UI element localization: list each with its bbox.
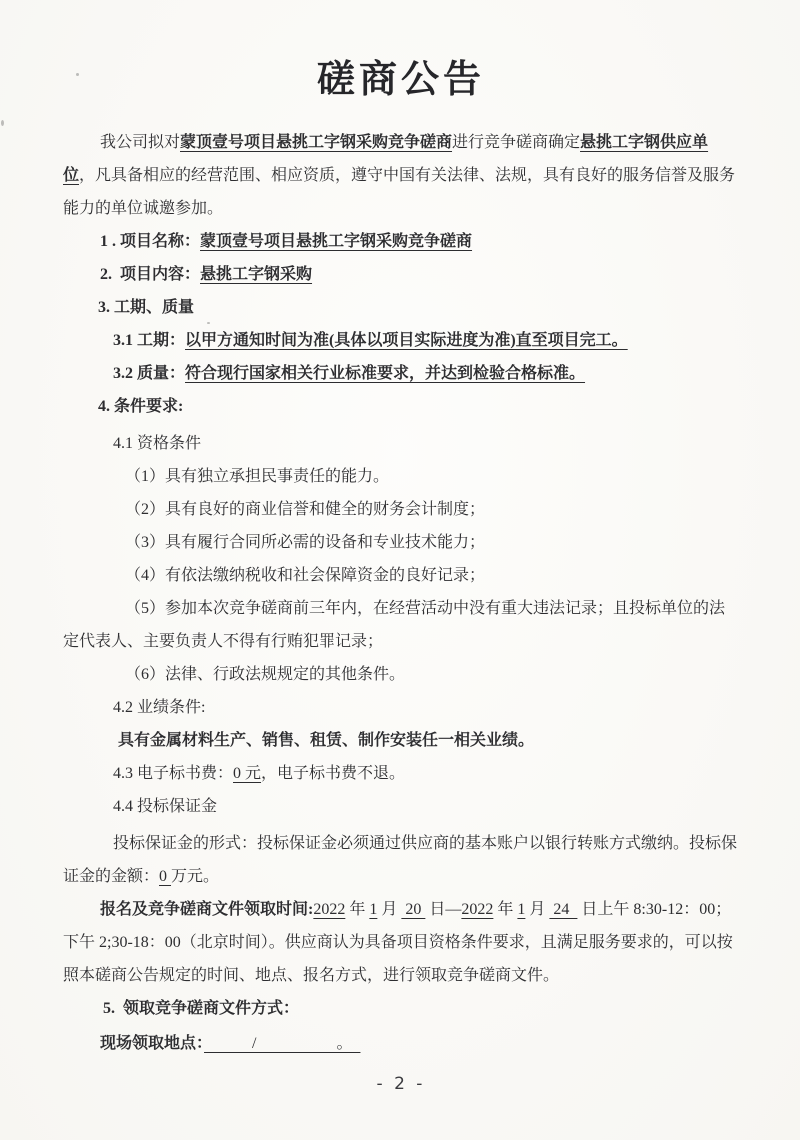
deposit-unit: 万元。 [171,868,220,885]
signup-text-3: 日— [425,901,462,918]
signup-month-1: 1 [369,901,378,918]
bid-fee-rest: ，电子标书费不退。 [261,765,406,782]
signup-day-1: 20 [401,901,426,918]
schedule-label: 3.1 工期： [113,332,186,349]
intro-text-3: ，凡具备相应的经营范围、相应资质，遵守中国有关法律、法规，具有良好的服务信誉及服务能力的单位诚邀参加。 [63,167,736,217]
intro-text-2: 进行竞争磋商确定 [452,134,581,151]
pickup-location-blank: / 。 [204,1035,361,1052]
intro-project-name: 蒙顶壹号项目悬挑工字钢采购竞争磋商 [180,134,453,151]
deposit-amount: 0 [159,868,172,885]
document-body [63,0,739,1101]
pickup-location-label: 现场领取地点： [100,1035,205,1052]
signup-time-label: 报名及竞争磋商文件领取时间: [100,901,314,918]
project-name-item [100,225,739,258]
signup-text-4: 年 [493,901,518,918]
bid-fee-amount: 0 元 [233,765,262,782]
signup-text-5: 月 [525,901,550,918]
qualification-item-6: （6）法律、行政法规规定的其他条件。 [125,666,406,683]
pickup-location-item [100,1027,739,1060]
schedule-value: 以甲方通知时间为准(具体以项目实际进度为准)直至项目完工。 [185,332,628,349]
schedule-item [113,324,739,357]
project-content-label: 2. 项目内容： [100,266,201,283]
signup-time-paragraph [63,893,739,992]
project-name-label: 1 . 项目名称： [100,233,201,250]
performance-heading: 4.2 业绩条件: [113,699,206,716]
signup-text-1: 年 [345,901,370,918]
signup-year-1: 2022 [313,901,346,918]
quality-item [113,357,739,390]
project-content-value: 悬挑工字钢采购 [200,266,313,283]
bid-deposit-heading: 4.4 投标保证金 [113,798,218,815]
bid-fee-item [113,757,739,790]
schedule-quality-heading: 3. 工期、质量 [98,299,195,316]
project-content-item [100,258,739,291]
signup-year-2: 2022 [461,901,494,918]
requirements-heading: 4. 条件要求: [98,398,184,415]
intro-text-1: 我公司拟对 [100,134,181,151]
qualification-heading: 4.1 资格条件 [113,435,202,452]
signup-day-2: 24 [549,901,578,918]
page-title: 磋商公告 [316,59,485,101]
deposit-paragraph [63,827,739,893]
page-number: - 2 - [376,1074,426,1094]
qualification-item-2: （2）具有良好的商业信誉和健全的财务会计制度； [125,501,486,518]
quality-label: 3.2 质量： [113,365,186,382]
qualification-item-1: （1）具有独立承担民事责任的能力。 [125,468,390,485]
intro-paragraph [63,126,739,225]
quality-value: 符合现行国家相关行业标准要求，并达到检验合格标准。 [185,365,586,382]
bid-fee-label: 4.3 电子标书费： [113,765,234,782]
intro-supplier-term: 悬挑工字钢供应单位 [63,134,709,184]
pickup-method-heading: 5. 领取竞争磋商文件方式： [103,1000,300,1017]
scan-speck [1,120,4,126]
qualification-item-4: （4）有依法缴纳税收和社会保障资金的良好记录； [125,567,486,584]
signup-text-6: 日上午 8:30-12：00；下午 2;30-18：00（北京时间）。供应商认为具备项目资格条件要求，且满足服务要求的，可以按照本磋商公告规定的时间、地点、报名方式，进行领取竞争磋商文件。 [63,901,733,984]
performance-requirement: 具有金属材料生产、销售、租赁、制作安装任一相关业绩。 [118,732,535,749]
signup-month-2: 1 [517,901,526,918]
signup-text-2: 月 [377,901,402,918]
project-name-value: 蒙顶壹号项目悬挑工字钢采购竞争磋商 [200,233,473,250]
qualification-item-5: （5）参加本次竞争磋商前三年内，在经营活动中没有重大违法记录；且投标单位的法定代表人、主要负责人不得有行贿犯罪记录； [63,600,726,650]
qualification-item-3: （3）具有履行合同所必需的设备和专业技术能力； [125,534,486,551]
deposit-text: 投标保证金的形式：投标保证金必须通过供应商的基本账户以银行转账方式缴纳。投标保证金的金额： [63,835,738,885]
